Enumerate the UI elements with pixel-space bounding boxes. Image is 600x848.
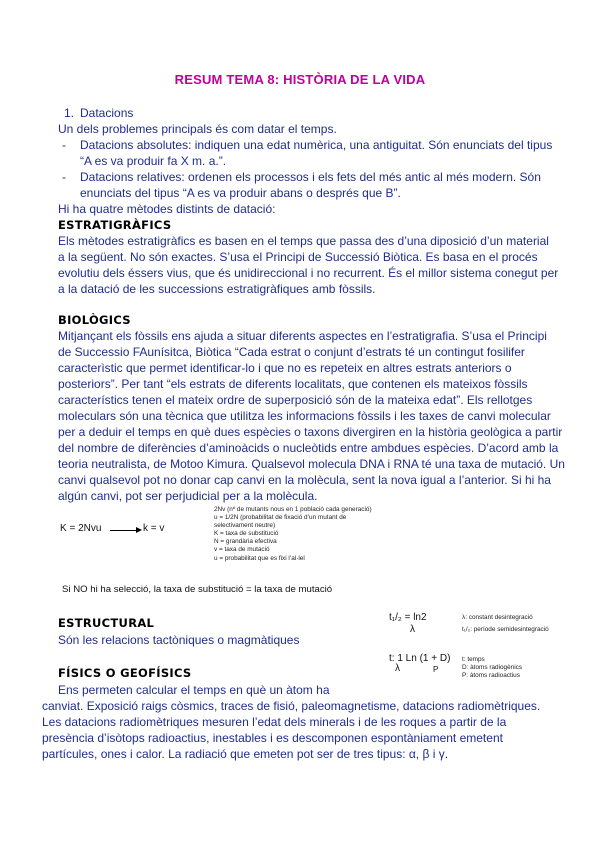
paragraph-line: a la datació de les successions estratigràfiques amb fòssils. [58,282,376,296]
legend-line: 2Nv (nº de mutants nous en 1 població cada generació) [214,506,372,513]
age-formula-p: P [433,665,439,674]
paragraph-line: algún canvi, pot ser perjudicial per a la molècula. [58,489,318,503]
section-number: 1. [64,106,75,120]
paragraph-line: a la següent. No són exactes. S’usa el Principi de Successió Biòtica. Es basa en el procés [58,250,538,264]
selection-note: Si NO hi ha selecció, la taxa de substitució = la taxa de mutació [62,584,333,595]
paragraph-line: canviat. Exposició raigs còsmics, traces de fisió, paleomagnetisme, datacions radiomètriques. [42,699,541,713]
legend-line: u = probabilitat que es fixi l’al·lel [214,554,305,562]
paragraph-line: canvi qualsevol pot no donar cap canvi en la molècula, sent la nova igual a l’anterior. Si hi ha [58,473,551,487]
paragraph-line: evolutiu dels éssers vius, que és unidireccional i no recurrent. És el millor sistema conegut per [58,266,559,280]
geofisics-heading: FÍSICS O GEOFÍSICS [58,666,192,680]
legend-line: D: àtoms radiogènics [462,664,523,672]
paragraph-line: de Successio FAunísitca, Biòtica “Cada estrat o conjunt d’estrats té un contingut fosilifer [58,345,525,359]
formula-legend [214,506,384,563]
paragraph-line: Els mètodes estratigràfics es basen en el temps que passa des d’una diposició d’un material [58,234,549,248]
paragraph-line: Mitjançant els fòssils ens ajuda a situar diferents aspectes en l’estratigrafia. S’usa el Principi [58,329,547,343]
age-formula-lambda: λ [395,663,400,674]
paragraph-line: Ens permeten calcular el temps en què un àtom ha [58,683,330,697]
halflife-formula: t₁/₂ = ln2 [389,612,427,623]
bullet-line: Datacions relatives: ordenen els processos i els fets del més antic al més modern. Són [80,170,541,184]
legend-line: t₁/₂: període semidesintegració [462,626,549,634]
age-legend [462,656,522,680]
estructural-text: Són les relacions tactòniques o magmàtiques [58,633,300,647]
legend-line: λ: constant desintegració [462,614,533,621]
paragraph-line: partícules, ones i calor. La radiació que emeten pot ser de tres tipus: α, β i γ. [42,747,449,761]
bullet-line: Datacions absolutes: indiquen una edat numèrica, una antiguitat. Són enunciats del tipus [80,138,553,152]
bullet-line: enunciats del tipus “A es va produir abans o després que B”. [80,186,401,200]
halflife-legend [462,614,549,634]
formula-left: K = 2Nvu [60,523,102,534]
paragraph-line: del nombre de diferències d’aminoàcids o nucleòtids entre ambdues espècies. D’acord amb la [58,441,559,455]
legend-line: t: temps [462,656,485,663]
legend-line: v = taxa de mutació [214,546,270,554]
age-formula: t: 1 Ln (1 + D) [389,653,451,664]
section-intro: Un dels problemes principals és com datar el temps. [58,122,337,136]
legend-line: K = taxa de substitució [214,530,279,538]
arrow-right-icon [136,527,142,533]
legend-line: selectivament neutre) [214,522,276,530]
halflife-formula-denominator: λ [410,624,415,635]
bullet-dash: - [62,138,66,152]
paragraph-line: característics tenen el mateix ordre de superposició són de la mateixa edat”. Els rellotges [58,393,533,407]
paragraph-line: Les datacions radiomètriques mesuren l’edat dels minerals i de les roques a partir de la [42,715,507,729]
estratigrafics-heading: ESTRATIGRÀFICS [58,218,172,232]
paragraph-line: posteriors”. Per tant “els estrats de diferents localitats, que contenen els mateixos fòssils [58,377,528,391]
legend-line: u = 1/2N (probabilitat de fixació d’un mutant de [214,514,347,522]
paragraph-line: presència d’isòtops radioactius, inestables i es descomponen espontàniament emetent [42,731,503,745]
page-title: RESUM TEMA 8: HISTÒRIA DE LA VIDA [174,72,426,87]
formula-right: k = v [143,523,165,534]
arrow-line [110,530,138,531]
legend-line: N = grandària efectiva [214,538,277,546]
legend-line: P: àtoms radioactius [462,672,520,680]
paragraph-line: moleculars són una tècnica que utilitza les informacions fòssils i les taxes de canvi molecular [58,409,551,423]
paragraph-line: caracterìstic que permet identificar-lo i que no es repeteix en altres estrats anteriors o [58,361,512,375]
section-heading: Datacions [80,106,134,120]
paragraph-line: per a deduir el temps en què dues espècies o taxons divergiren en la història geològica a partir [58,425,563,439]
methods-intro: Hi ha quatre mètodes distints de datació: [58,202,276,216]
biologics-heading: BIOLÒGICS [58,313,131,327]
paragraph-line: teoria neutralista, de Motoo Kimura. Qualsevol molecula DNA i RNA té una taxa de mutació. Un [58,457,565,471]
estructural-heading: ESTRUCTURAL [58,616,155,630]
bullet-line: “A es va produir fa X m. a.”. [80,154,227,168]
bullet-dash: - [62,170,66,184]
